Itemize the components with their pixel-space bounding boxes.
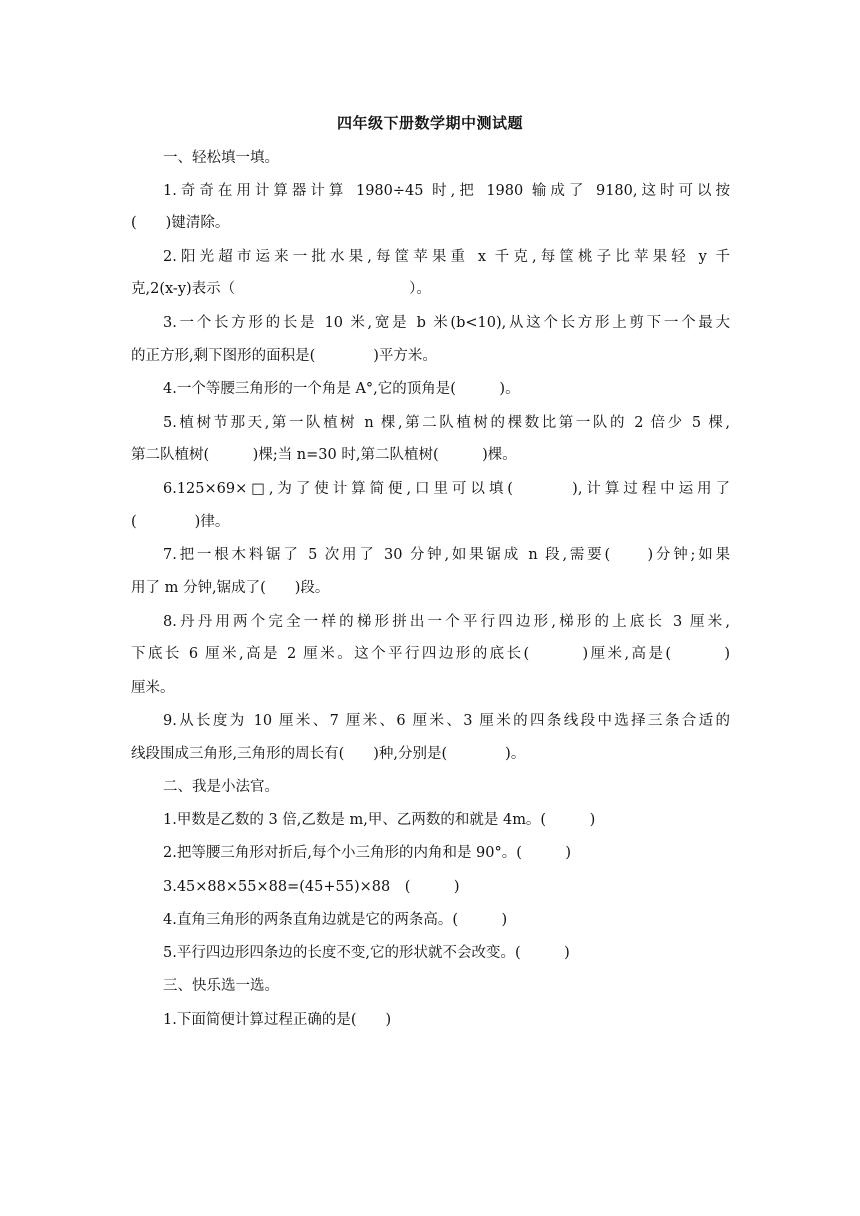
text-line: 第二队植树( )棵;当 n=30 时,第二队植树( )棵。: [131, 447, 517, 463]
text-line: 一、轻松填一填。: [163, 150, 279, 166]
text-line: 9.从长度为 10 厘米、7 厘米、6 厘米、3 厘米的四条线段中选择三条合适的: [163, 713, 730, 729]
page-title: 四年级下册数学期中测试题: [336, 114, 523, 132]
text-line: 4.一个等腰三角形的一个角是 A°,它的顶角是( )。: [163, 381, 520, 397]
text-line: 5.平行四边形四条边的长度不变,它的形状就不会改变。( ): [163, 945, 570, 961]
text-line: 的正方形,剩下图形的面积是( )平方米。: [131, 348, 437, 364]
text-line: 4.直角三角形的两条直角边就是它的两条高。( ): [163, 912, 508, 928]
text-line: 6.125×69×□,为了使计算简便,口里可以填( ),计算过程中运用了: [163, 481, 730, 497]
text-line: 3.一个长方形的长是 10 米,宽是 b 米(b<10),从这个长方形上剪下一个最大: [163, 315, 730, 331]
text-line: 厘米。: [131, 680, 175, 696]
text-line: 1.奇奇在用计算器计算 1980÷45 时,把 1980 输成了 9180,这时可以按: [163, 183, 730, 199]
text-line: 8.丹丹用两个完全一样的梯形拼出一个平行四边形,梯形的上底长 3 厘米,: [163, 614, 730, 630]
text-line: 三、快乐选一选。: [163, 978, 279, 994]
text-line: 线段围成三角形,三角形的周长有( )种,分别是( )。: [131, 746, 526, 762]
text-line: 下底长 6 厘米,高是 2 厘米。这个平行四边形的底长( )厘米,高是( ): [131, 646, 730, 662]
text-line: 2.把等腰三角形对折后,每个小三角形的内角和是 90°。( ): [163, 845, 572, 861]
text-line: 7.把一根木料锯了 5 次用了 30 分钟,如果锯成 n 段,需要( )分钟;如果: [163, 547, 730, 563]
text-line: 1.下面简便计算过程正确的是( ): [163, 1012, 392, 1028]
text-line: 用了 m 分钟,锯成了( )段。: [131, 580, 330, 596]
text-line: 5.植树节那天,第一队植树 n 棵,第二队植树的棵数比第一队的 2 倍少 5 棵,: [163, 415, 730, 431]
text-line: ( )律。: [131, 514, 230, 530]
text-line: 2.阳光超市运来一批水果,每筐苹果重 x 千克,每筐桃子比苹果轻 y 千: [163, 249, 730, 265]
text-line: 3.45×88×55×88=(45+55)×88 ( ): [163, 879, 460, 895]
text-line: 克,2(x-y)表示（ ）。: [131, 281, 431, 297]
text-line: 二、我是小法官。: [163, 779, 279, 795]
text-line: 1.甲数是乙数的 3 倍,乙数是 m,甲、乙两数的和就是 4m。( ): [163, 812, 596, 828]
text-line: ( )键清除。: [131, 215, 230, 231]
